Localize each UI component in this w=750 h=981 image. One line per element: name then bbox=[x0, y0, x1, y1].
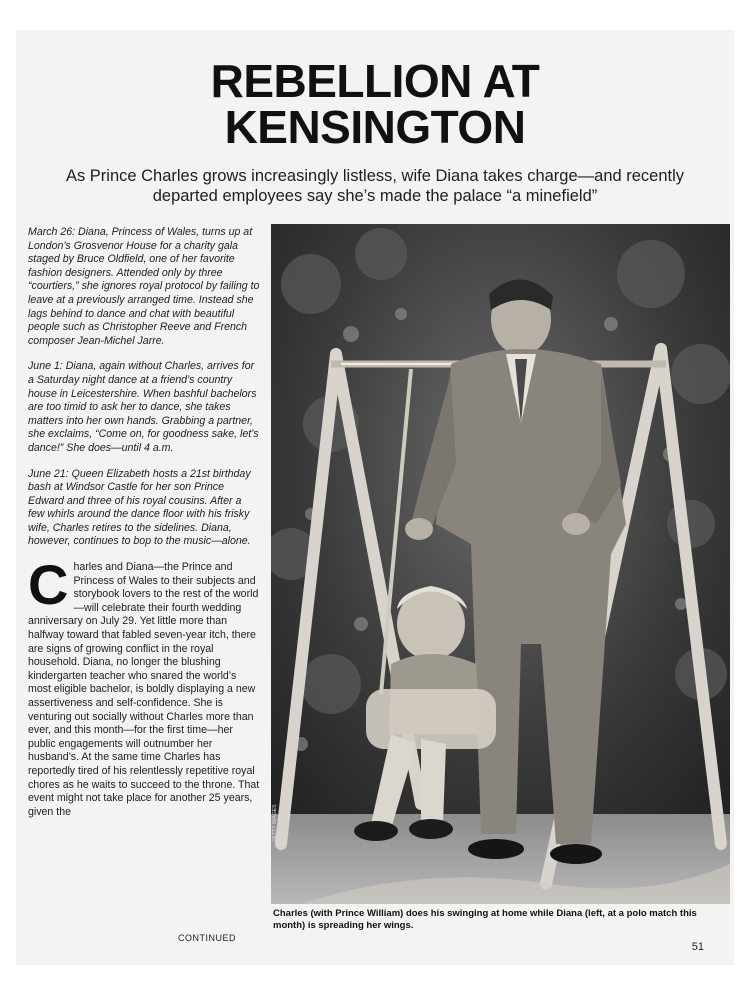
headline-line-1: REBELLION AT bbox=[210, 55, 540, 107]
continued-label: CONTINUED bbox=[178, 933, 236, 943]
body-paragraph bbox=[28, 553, 260, 819]
photo-illustration bbox=[271, 224, 730, 904]
swing-photo bbox=[271, 224, 730, 904]
timeline-entry-june-1: June 1: Diana, again without Charles, arrives for a Saturday night dance at a friend’s country house in Leicestershire. When bashful bachelors are too timid to ask her to dance, she takes matters into her own hands. Grabbing a partner, she exclaims, “Come on, for goodness sake, let’s dance!” She does—until 4 a.m. bbox=[28, 360, 259, 454]
page-number: 51 bbox=[691, 941, 704, 953]
photo-caption: Charles (with Prince William) does his swinging at home while Diana (left, at a polo match this month) is spreading her wings. bbox=[273, 908, 697, 931]
timeline-entry-march: March 26: Diana, Princess of Wales, turns up at London’s Grosvenor House for a charity gala staged by Bruce Oldfield, one of her favorite fashion designers. Attended only by three “courtiers,” she ignores royal protocol by failing to leave at a previously arranged time. Instead she lags behind to dance and chat with beautiful people such as Christopher Reeve and French composer Jean-Michel Jarre. bbox=[28, 226, 260, 347]
headline bbox=[16, 55, 734, 153]
body-text: harles and Diana—the Prince and Princess of Wales to their subjects and storybook lovers to the rest of the world—will celebrate their fourth wedding anniversary on July 29. Yet little more than halfway toward that fabled seven-year itch, there are signs of growing conflict in the royal household. Diana, no longer the blushing kindergarten teacher who snared the world’s most eligible bachelor, is boldly displaying a new assertiveness and self-confidence. She is venturing out socially without Charles more than ever, and this month—for the first time—her public engagements will outnumber her husband’s. At the same time Charles has reportedly tired of his relentlessly repetitive royal chores as he waits to succeed to the throne. That event might not take place for another 25 years, given the bbox=[28, 561, 260, 818]
headline-line-2: KENSINGTON bbox=[224, 101, 526, 153]
timeline-entry-june-21: June 21: Queen Elizabeth hosts a 21st birthday bash at Windsor Castle for her son Prince Edward and three of his royal cousins. After a few whirls around the dance floor with his frisky wife, Charles retires to the sidelines. Diana, however, continues to bop to the music—alone. bbox=[28, 467, 251, 548]
subtitle: As Prince Charles grows increasingly listless, wife Diana takes charge—and recently departed employees say she’s made the palace “a minefield” bbox=[65, 167, 685, 205]
magazine-page bbox=[16, 30, 734, 965]
drop-cap: C bbox=[28, 553, 69, 617]
text-column bbox=[28, 226, 260, 819]
photo-credit: GETTY IMAGES bbox=[272, 804, 278, 842]
